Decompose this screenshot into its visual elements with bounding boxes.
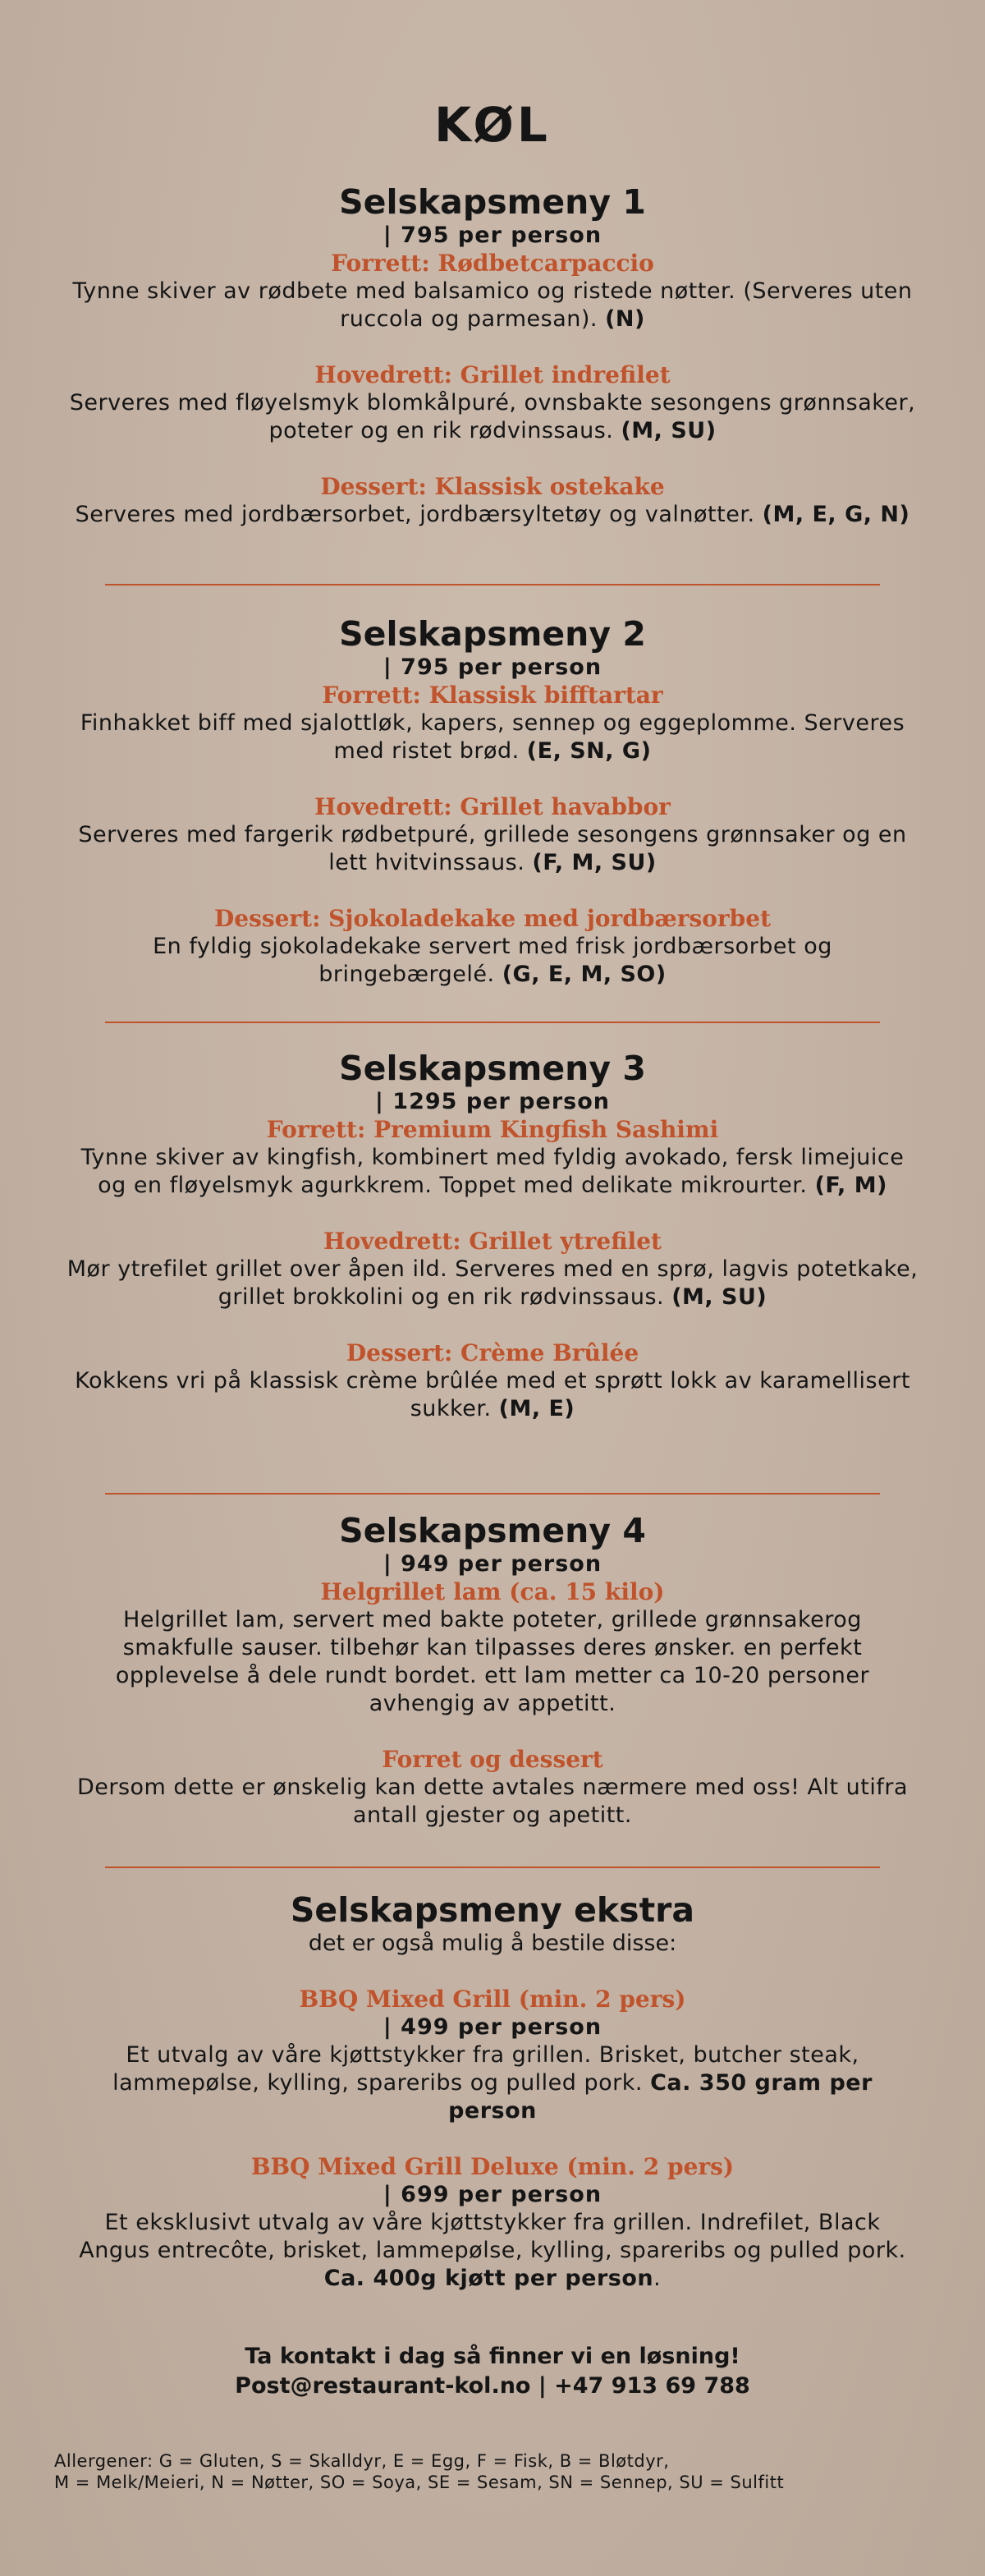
menu-section-3: [66, 1049, 919, 1423]
course-name: Hovedrett: Grillet indrefilet: [314, 361, 671, 388]
section-divider: [105, 584, 880, 585]
course-name: BBQ Mixed Grill (min. 2 pers): [299, 1986, 686, 2013]
allergen-codes: (M, E, G, N): [762, 502, 910, 527]
contact-email-phone[interactable]: Post@restaurant-kol.no | +47 913 69 788: [235, 2373, 750, 2399]
menu-section-2: [66, 614, 919, 989]
course-name: Forrett: Premium Kingfish Sashimi: [266, 1116, 719, 1143]
allergen-codes: (M, SU): [621, 418, 717, 443]
allergen-codes: (M, SU): [671, 1284, 767, 1310]
course-description: Et eksklusivt utvalg av våre kjøttstykker fra grillen. Indrefilet, Black Angus entrecôte, brisket, lammepølse, kylling, spareribs og pulled pork. Ca. 400g kjøtt per person.: [79, 2210, 906, 2291]
menu-price: | 795 per person: [383, 223, 602, 248]
menu-section-4: [66, 1511, 919, 1830]
course-name: Hovedrett: Grillet havabbor: [314, 793, 671, 820]
portion-size: Ca. 400g kjøtt per person: [323, 2266, 654, 2291]
menu-price: | 1295 per person: [375, 1089, 610, 1114]
section-divider: [105, 1867, 880, 1868]
course-name: BBQ Mixed Grill Deluxe (min. 2 pers): [250, 2153, 735, 2180]
section-divider: [105, 1493, 880, 1495]
course-name: Forret og dessert: [382, 1746, 603, 1773]
section-divider: [105, 1022, 880, 1023]
item-price: | 499 per person: [383, 2014, 602, 2040]
menu-title: Selskapsmeny 1: [339, 182, 646, 222]
allergen-codes: (M, E): [498, 1396, 575, 1421]
course-description: Tynne skiver av kingfish, kombinert med fyldig avokado, fersk limejuice og en fløyelsmyk agurkkrem. Toppet med delikate mikrourter. (F, M): [80, 1145, 905, 1198]
menu-title: Selskapsmeny 3: [339, 1049, 646, 1088]
course-name: Hovedrett: Grillet ytrefilet: [323, 1228, 662, 1255]
course-name: Dessert: Sjokoladekake med jordbærsorbet: [213, 905, 772, 932]
allergen-legend: [54, 2450, 957, 2493]
course-description: Serveres med jordbærsorbet, jordbærsyltetøy og valnøtter. (M, E, G, N): [75, 502, 910, 527]
course-description: Finhakket biff med sjalottløk, kapers, sennep og eggeplomme. Serveres med ristet brød. (E, SN, G): [80, 710, 905, 764]
menu-subtitle: det er også mulig å bestile disse:: [308, 1931, 677, 1956]
allergen-legend-line: M = Melk/Meieri, N = Nøtter, SO = Soya, SE = Sesam, SN = Sennep, SU = Sulfitt: [54, 2473, 785, 2492]
course-description: Dersom dette er ønskelig kan dette avtales nærmere med oss! Alt utifra antall gjester og apetitt.: [76, 1775, 909, 1828]
course-description: Mør ytrefilet grillet over åpen ild. Serveres med en sprø, lagvis potetkake, grillet brokkolini og en rik rødvinssaus. (M, SU): [66, 1256, 919, 1310]
contact-cta: Ta kontakt i dag så finner vi en løsning!: [245, 2344, 740, 2369]
course-description: Helgrillet lam, servert med bakte poteter, grillede grønnsakerog smakfulle sauser. tilbehør kan tilpasses deres ønsker. en perfekt opplevelse å dele rundt bordet. ett lam metter ca 10-20 personer avhengig av appetitt.: [115, 1607, 870, 1716]
allergen-codes: (N): [605, 306, 645, 332]
course-description: En fyldig sjokoladekake servert med frisk jordbærsorbet og bringebærgelé. (G, E, M, SO): [153, 934, 832, 987]
course-name: Forrett: Klassisk bifftartar: [322, 682, 663, 709]
item-price: | 699 per person: [383, 2182, 602, 2207]
course-description: Tynne skiver av rødbete med balsamico og ristede nøtter. (Serveres uten ruccola og parmesan). (N): [72, 278, 913, 332]
menu-title: Selskapsmeny 2: [339, 614, 646, 654]
course-description: Serveres med fløyelsmyk blomkålpuré, ovnsbakte sesongens grønnsaker, poteter og en rik rødvinssaus. (M, SU): [69, 390, 916, 443]
course-name: Dessert: Crème Brûlée: [346, 1339, 639, 1366]
allergen-codes: (F, M): [814, 1173, 887, 1198]
course-description: Et utvalg av våre kjøttstykker fra grillen. Brisket, butcher steak, lammepølse, kylling, spareribs og pulled pork. Ca. 350 gram per person: [112, 2042, 873, 2124]
portion-size: Ca. 350 gram per person: [448, 2070, 873, 2124]
menu-title: Selskapsmeny ekstra: [290, 1890, 695, 1930]
restaurant-logo: KØL: [434, 97, 551, 153]
allergen-codes: (G, E, M, SO): [502, 962, 667, 987]
allergen-codes: (F, M, SU): [532, 850, 657, 875]
menu-price: | 795 per person: [383, 654, 602, 680]
allergen-codes: (E, SN, G): [526, 738, 652, 764]
contact-block: [0, 2342, 985, 2401]
course-description: Kokkens vri på klassisk crème brûlée med et sprøtt lokk av karamellisert sukker. (M, E): [75, 1368, 910, 1421]
course-name: Helgrillet lam (ca. 15 kilo): [320, 1578, 665, 1605]
course-description: Serveres med fargerik rødbetpuré, grillede sesongens grønnsaker og en lett hvitvinssaus. (F, M, SU): [78, 822, 907, 875]
menu-section-1: [66, 182, 919, 529]
allergen-legend-line: Allergener: G = Gluten, S = Skalldyr, E = Egg, F = Fisk, B = Bløtdyr,: [54, 2451, 670, 2471]
menu-section-extra: [66, 1890, 919, 2293]
course-name: Dessert: Klassisk ostekake: [320, 473, 665, 500]
course-name: Forrett: Rødbetcarpaccio: [331, 250, 654, 277]
menu-title: Selskapsmeny 4: [339, 1511, 646, 1550]
menu-price: | 949 per person: [383, 1551, 602, 1577]
